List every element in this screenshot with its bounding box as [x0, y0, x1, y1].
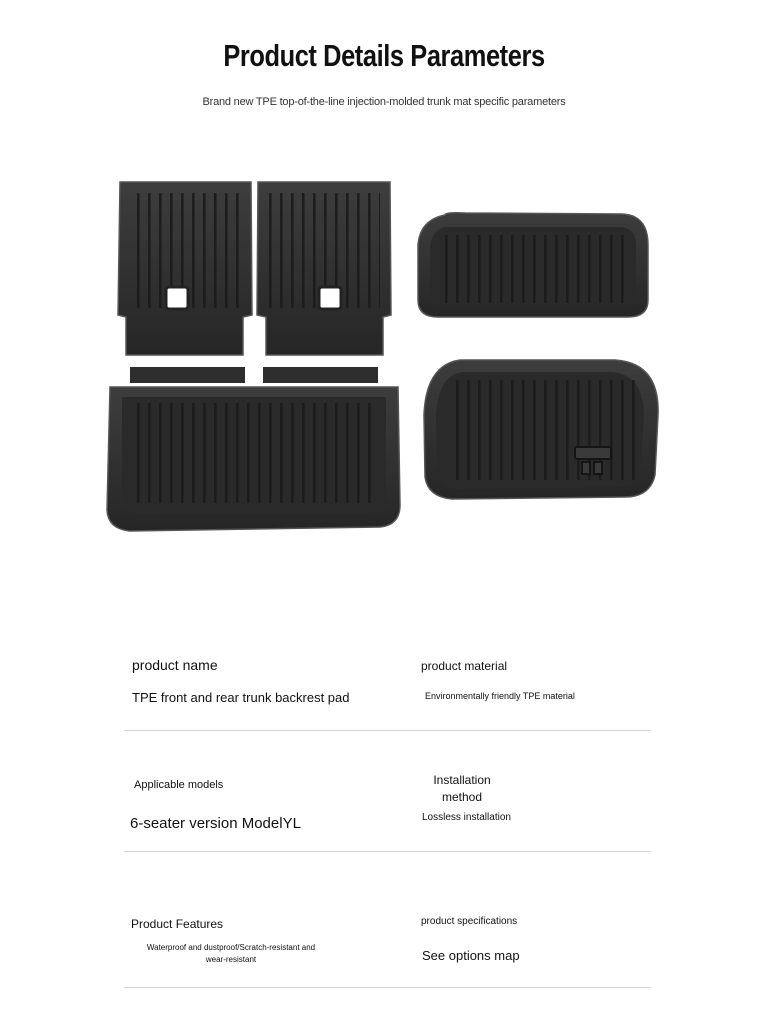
- backrest-pad-right: [257, 182, 391, 355]
- installation-method-value: Lossless installation: [422, 812, 511, 823]
- installation-method-label: [420, 772, 504, 806]
- product-material-label: product material: [421, 659, 508, 673]
- trunk-mat-product-image: [100, 175, 670, 545]
- product-features-value-line1: Waterproof and dustproof/Scratch-resistant and: [146, 943, 316, 952]
- applicable-models-value: 6-seater version ModelYL: [130, 815, 301, 832]
- page-title: Product Details Parameters: [223, 38, 545, 73]
- front-trunk-mat-small: [418, 213, 648, 317]
- product-features-value: [136, 942, 326, 966]
- divider-row1: [124, 730, 651, 731]
- product-material-value: Environmentally friendly TPE material: [425, 691, 575, 701]
- product-features-label: Product Features: [131, 917, 224, 931]
- divider-row3: [124, 987, 651, 988]
- product-specifications-label: product specifications: [421, 916, 518, 927]
- product-specifications-value: See options map: [422, 948, 520, 963]
- divider-row2: [124, 851, 651, 852]
- product-features-value-line2: wear-resistant: [205, 955, 257, 964]
- rear-trunk-mat: [107, 367, 400, 531]
- applicable-models-label: Applicable models: [134, 779, 224, 791]
- backrest-pad-left: [118, 182, 252, 355]
- installation-method-label-line1: Installation: [433, 773, 491, 787]
- product-name-value: TPE front and rear trunk backrest pad: [132, 690, 350, 705]
- product-name-label: product name: [132, 657, 218, 673]
- installation-method-label-line2: method: [441, 790, 483, 804]
- page-subtitle: Brand new TPE top-of-the-line injection-molded trunk mat specific parameters: [202, 96, 566, 108]
- front-trunk-mat-large: [424, 360, 658, 499]
